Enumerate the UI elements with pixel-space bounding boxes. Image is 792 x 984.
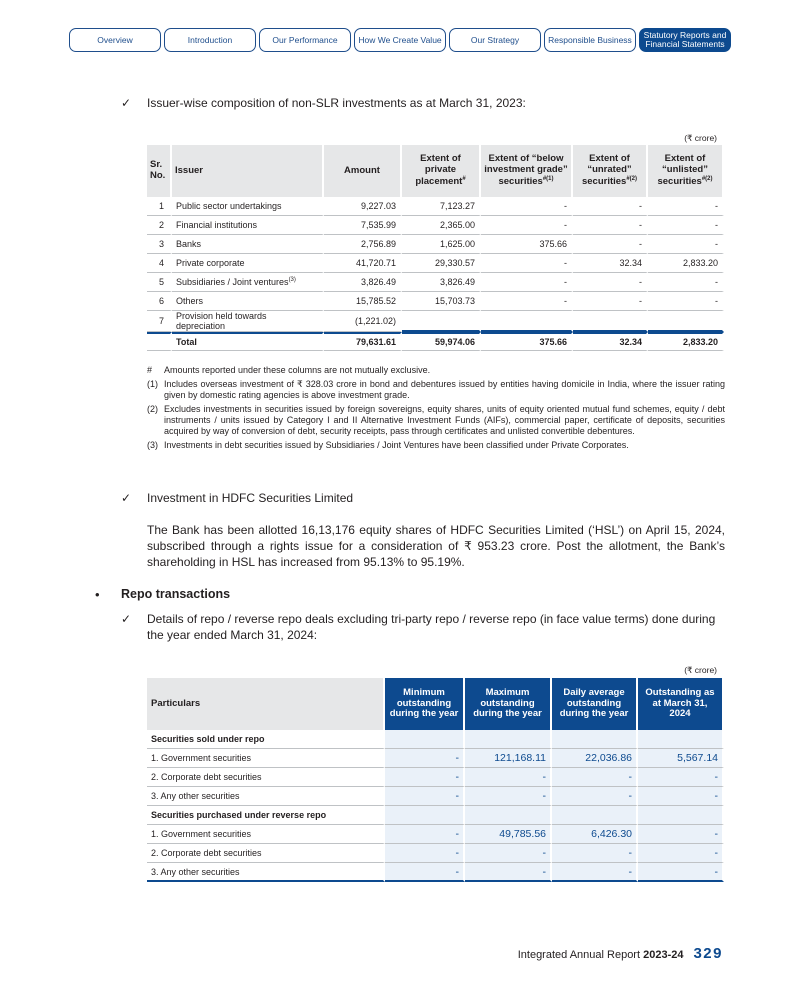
- section-label: Securities sold under repo: [147, 730, 385, 749]
- sr-cell: 3: [147, 235, 172, 254]
- total-below: 375.66: [481, 332, 573, 351]
- table-row: [147, 292, 724, 311]
- issuer-label: Private corporate: [176, 258, 245, 268]
- out-cell: -: [638, 787, 724, 806]
- total-label: Total: [172, 332, 324, 351]
- min-cell: -: [385, 787, 465, 806]
- particular-label: 3. Any other securities: [147, 787, 385, 806]
- report-title: Integrated Annual Report 2023-24: [517, 949, 684, 961]
- section2-title: Investment in HDFC Securities Limited: [147, 491, 354, 505]
- avg-cell: -: [552, 787, 638, 806]
- particular-label: 2. Corporate debt securities: [147, 844, 385, 863]
- particular-label: 1. Government securities: [147, 749, 385, 768]
- table1-footnotes: [147, 365, 725, 453]
- col-header-unlisted: Extent of “unlisted” securities$^{\#(2)}$: [648, 145, 724, 197]
- private-cell: 15,703.73: [402, 292, 481, 311]
- min-cell: -: [385, 768, 465, 787]
- empty-cell: [465, 806, 552, 825]
- footnote-ref: (3): [288, 277, 296, 283]
- unlisted-cell: -: [648, 216, 724, 235]
- footnote-mark: #: [147, 365, 153, 375]
- section-row: [147, 730, 724, 749]
- avg-cell: -: [552, 863, 638, 882]
- issuer-cell: [172, 197, 324, 216]
- top-navigation: [69, 28, 731, 52]
- issuer-label: Subsidiaries / Joint ventures: [176, 277, 289, 287]
- repo-table: [147, 678, 724, 882]
- table-row: [147, 273, 724, 292]
- min-cell: -: [385, 749, 465, 768]
- issuer-cell: [172, 254, 324, 273]
- unlisted-cell: -: [648, 235, 724, 254]
- col-header-outstanding: Outstanding as at March 31, 2024: [638, 678, 724, 730]
- empty-cell: [147, 332, 172, 351]
- repo-heading: Repo transactions: [121, 587, 231, 601]
- col-header-sr: Sr. No.: [147, 145, 172, 197]
- issuer-label: Financial institutions: [176, 220, 258, 230]
- empty-cell: [552, 806, 638, 825]
- sr-cell: 5: [147, 273, 172, 292]
- total-row: [147, 332, 724, 351]
- tab-statutory-reports[interactable]: Statutory Reports and Financial Statements: [639, 28, 731, 52]
- amount-cell: 3,826.49: [324, 273, 402, 292]
- table-row: [147, 768, 724, 787]
- check-mark-icon: ✓: [121, 612, 132, 626]
- issuer-cell: [172, 292, 324, 311]
- avg-cell: -: [552, 768, 638, 787]
- max-cell: 121,168.11: [465, 749, 552, 768]
- unlisted-cell: -: [648, 197, 724, 216]
- section-label: Securities purchased under reverse repo: [147, 806, 385, 825]
- unrated-cell: 32.34: [573, 254, 648, 273]
- max-cell: -: [465, 787, 552, 806]
- sr-cell: 6: [147, 292, 172, 311]
- table-row: [147, 787, 724, 806]
- max-cell: 49,785.56: [465, 825, 552, 844]
- tab-our-strategy[interactable]: Our Strategy: [449, 28, 541, 52]
- check-mark-icon: ✓: [121, 491, 132, 505]
- footnote-mark: (2): [147, 403, 158, 414]
- table-row: [147, 254, 724, 273]
- tab-our-performance[interactable]: Our Performance: [259, 28, 351, 52]
- total-unrated: 32.34: [573, 332, 648, 351]
- max-cell: -: [465, 844, 552, 863]
- sr-cell: 1: [147, 197, 172, 216]
- private-cell: [402, 311, 481, 332]
- unrated-cell: -: [573, 235, 648, 254]
- issuer-cell: [172, 311, 324, 332]
- col-header-minimum: Minimum outstanding during the year: [385, 678, 465, 730]
- below-cell: -: [481, 292, 573, 311]
- footnote-text: Excludes investments in securities issued by foreign sovereigns, equity shares, units of equity oriented mutual fund schemes, equity / debt instruments / units issued by Category I and II Alternative Investment Funds (AIFs), commercial paper, certificate of deposits, securities acquired by way of conversion of debt, security receipts, pass through certificates and unlisted convertible debentures.: [164, 403, 725, 437]
- issuer-cell: [172, 216, 324, 235]
- unrated-cell: -: [573, 292, 648, 311]
- below-cell: -: [481, 273, 573, 292]
- col-header-private: Extent of private placement#: [402, 145, 481, 197]
- avg-cell: 6,426.30: [552, 825, 638, 844]
- empty-cell: [465, 730, 552, 749]
- below-cell: -: [481, 216, 573, 235]
- non-slr-investments-table: [147, 145, 724, 351]
- issuer-cell: [172, 273, 324, 292]
- footnote-text: Amounts reported under these columns are not mutually exclusive.: [164, 365, 431, 375]
- unrated-cell: -: [573, 216, 648, 235]
- amount-cell: 9,227.03: [324, 197, 402, 216]
- col-header-below-grade: Extent of “below investment grade” securities$^{\#(1)}$: [481, 145, 573, 197]
- check-mark-icon: ✓: [121, 96, 132, 110]
- tab-how-we-create-value[interactable]: How We Create Value: [354, 28, 446, 52]
- particular-label: 3. Any other securities: [147, 863, 385, 882]
- total-private: 59,974.06: [402, 332, 481, 351]
- table-row: [147, 863, 724, 882]
- footnote-mark: (3): [147, 439, 158, 450]
- max-cell: -: [465, 863, 552, 882]
- empty-cell: [552, 730, 638, 749]
- amount-cell: 41,720.71: [324, 254, 402, 273]
- unlisted-cell: -: [648, 292, 724, 311]
- empty-cell: [638, 730, 724, 749]
- footnote: [147, 379, 725, 401]
- footnote: [147, 365, 725, 376]
- below-cell: -: [481, 254, 573, 273]
- section1-title: Issuer-wise composition of non-SLR investments as at March 31, 2023:: [147, 96, 526, 110]
- sr-cell: 7: [147, 311, 172, 332]
- bullet-icon: •: [95, 587, 100, 602]
- col-header-particulars: Particulars: [147, 678, 385, 730]
- footnote: [147, 440, 725, 451]
- private-cell: 2,365.00: [402, 216, 481, 235]
- private-cell: 1,625.00: [402, 235, 481, 254]
- private-cell: 29,330.57: [402, 254, 481, 273]
- table-row: [147, 825, 724, 844]
- col-header-unrated: Extent of “unrated” securities$^{\#(2)}$: [573, 145, 648, 197]
- footnote-text: Investments in debt securities issued by Subsidiaries / Joint Ventures have been classified under Private Corporates.: [164, 439, 629, 450]
- table1-unit: (₹ crore): [684, 133, 717, 143]
- unrated-cell: [573, 311, 648, 332]
- table2-unit: (₹ crore): [684, 665, 717, 675]
- private-cell: 3,826.49: [402, 273, 481, 292]
- tab-overview[interactable]: Overview: [69, 28, 161, 52]
- total-unlisted: 2,833.20: [648, 332, 724, 351]
- max-cell: -: [465, 768, 552, 787]
- unlisted-cell: [648, 311, 724, 332]
- avg-cell: 22,036.86: [552, 749, 638, 768]
- hsl-paragraph: The Bank has been allotted 16,13,176 equity shares of HDFC Securities Limited (‘HSL’) on April 15, 2024, subscribed through a rights issue for a consideration of ₹ 953.23 crore. Post the allotment, the Bank’s shareholding in HSL has increased from 95.13% to 95.19%.: [147, 523, 725, 569]
- out-cell: -: [638, 768, 724, 787]
- table-row: [147, 197, 724, 216]
- section-row: [147, 806, 724, 825]
- page-number: 329: [693, 945, 723, 962]
- repo-intro: Details of repo / reverse repo deals excluding tri-party repo / reverse repo (in face value terms) done during the year ended March 31, 2024:: [147, 612, 716, 642]
- avg-cell: -: [552, 844, 638, 863]
- col-header-daily-average: Daily average outstanding during the year: [552, 678, 638, 730]
- total-amount: 79,631.61: [324, 332, 402, 351]
- min-cell: -: [385, 844, 465, 863]
- footnote-mark: (1): [147, 378, 158, 389]
- min-cell: -: [385, 825, 465, 844]
- issuer-cell: [172, 235, 324, 254]
- private-cell: 7,123.27: [402, 197, 481, 216]
- unrated-cell: -: [573, 197, 648, 216]
- col-header-issuer: Issuer: [172, 145, 324, 197]
- amount-cell: 15,785.52: [324, 292, 402, 311]
- sr-cell: 4: [147, 254, 172, 273]
- issuer-label: Others: [176, 296, 204, 306]
- table-row: [147, 844, 724, 863]
- amount-cell: 2,756.89: [324, 235, 402, 254]
- out-cell: -: [638, 863, 724, 882]
- empty-cell: [385, 806, 465, 825]
- issuer-label: Public sector undertakings: [176, 201, 282, 211]
- below-cell: -: [481, 197, 573, 216]
- table-row: [147, 235, 724, 254]
- tab-introduction[interactable]: Introduction: [164, 28, 256, 52]
- out-cell: -: [638, 844, 724, 863]
- amount-cell: (1,221.02): [324, 311, 402, 332]
- out-cell: -: [638, 825, 724, 844]
- min-cell: -: [385, 863, 465, 882]
- empty-cell: [638, 806, 724, 825]
- table-row: [147, 311, 724, 332]
- out-cell: 5,567.14: [638, 749, 724, 768]
- below-cell: [481, 311, 573, 332]
- sr-cell: 2: [147, 216, 172, 235]
- empty-cell: [385, 730, 465, 749]
- col-header-maximum: Maximum outstanding during the year: [465, 678, 552, 730]
- unlisted-cell: -: [648, 273, 724, 292]
- particular-label: 2. Corporate debt securities: [147, 768, 385, 787]
- unrated-cell: -: [573, 273, 648, 292]
- particular-label: 1. Government securities: [147, 825, 385, 844]
- table-row: [147, 216, 724, 235]
- issuer-label: Provision held towards depreciation: [176, 311, 267, 331]
- issuer-label: Banks: [176, 239, 202, 249]
- footnote: [147, 404, 725, 438]
- table-row: [147, 749, 724, 768]
- tab-responsible-business[interactable]: Responsible Business: [544, 28, 636, 52]
- col-header-amount: Amount: [324, 145, 402, 197]
- below-cell: 375.66: [481, 235, 573, 254]
- page-footer: [518, 945, 723, 962]
- amount-cell: 7,535.99: [324, 216, 402, 235]
- unlisted-cell: 2,833.20: [648, 254, 724, 273]
- footnote-text: Includes overseas investment of ₹ 328.03 crore in bond and debentures issued by entities having domicile in India, where the issuer rating given by domestic rating agencies is above investment grade.: [164, 378, 725, 400]
